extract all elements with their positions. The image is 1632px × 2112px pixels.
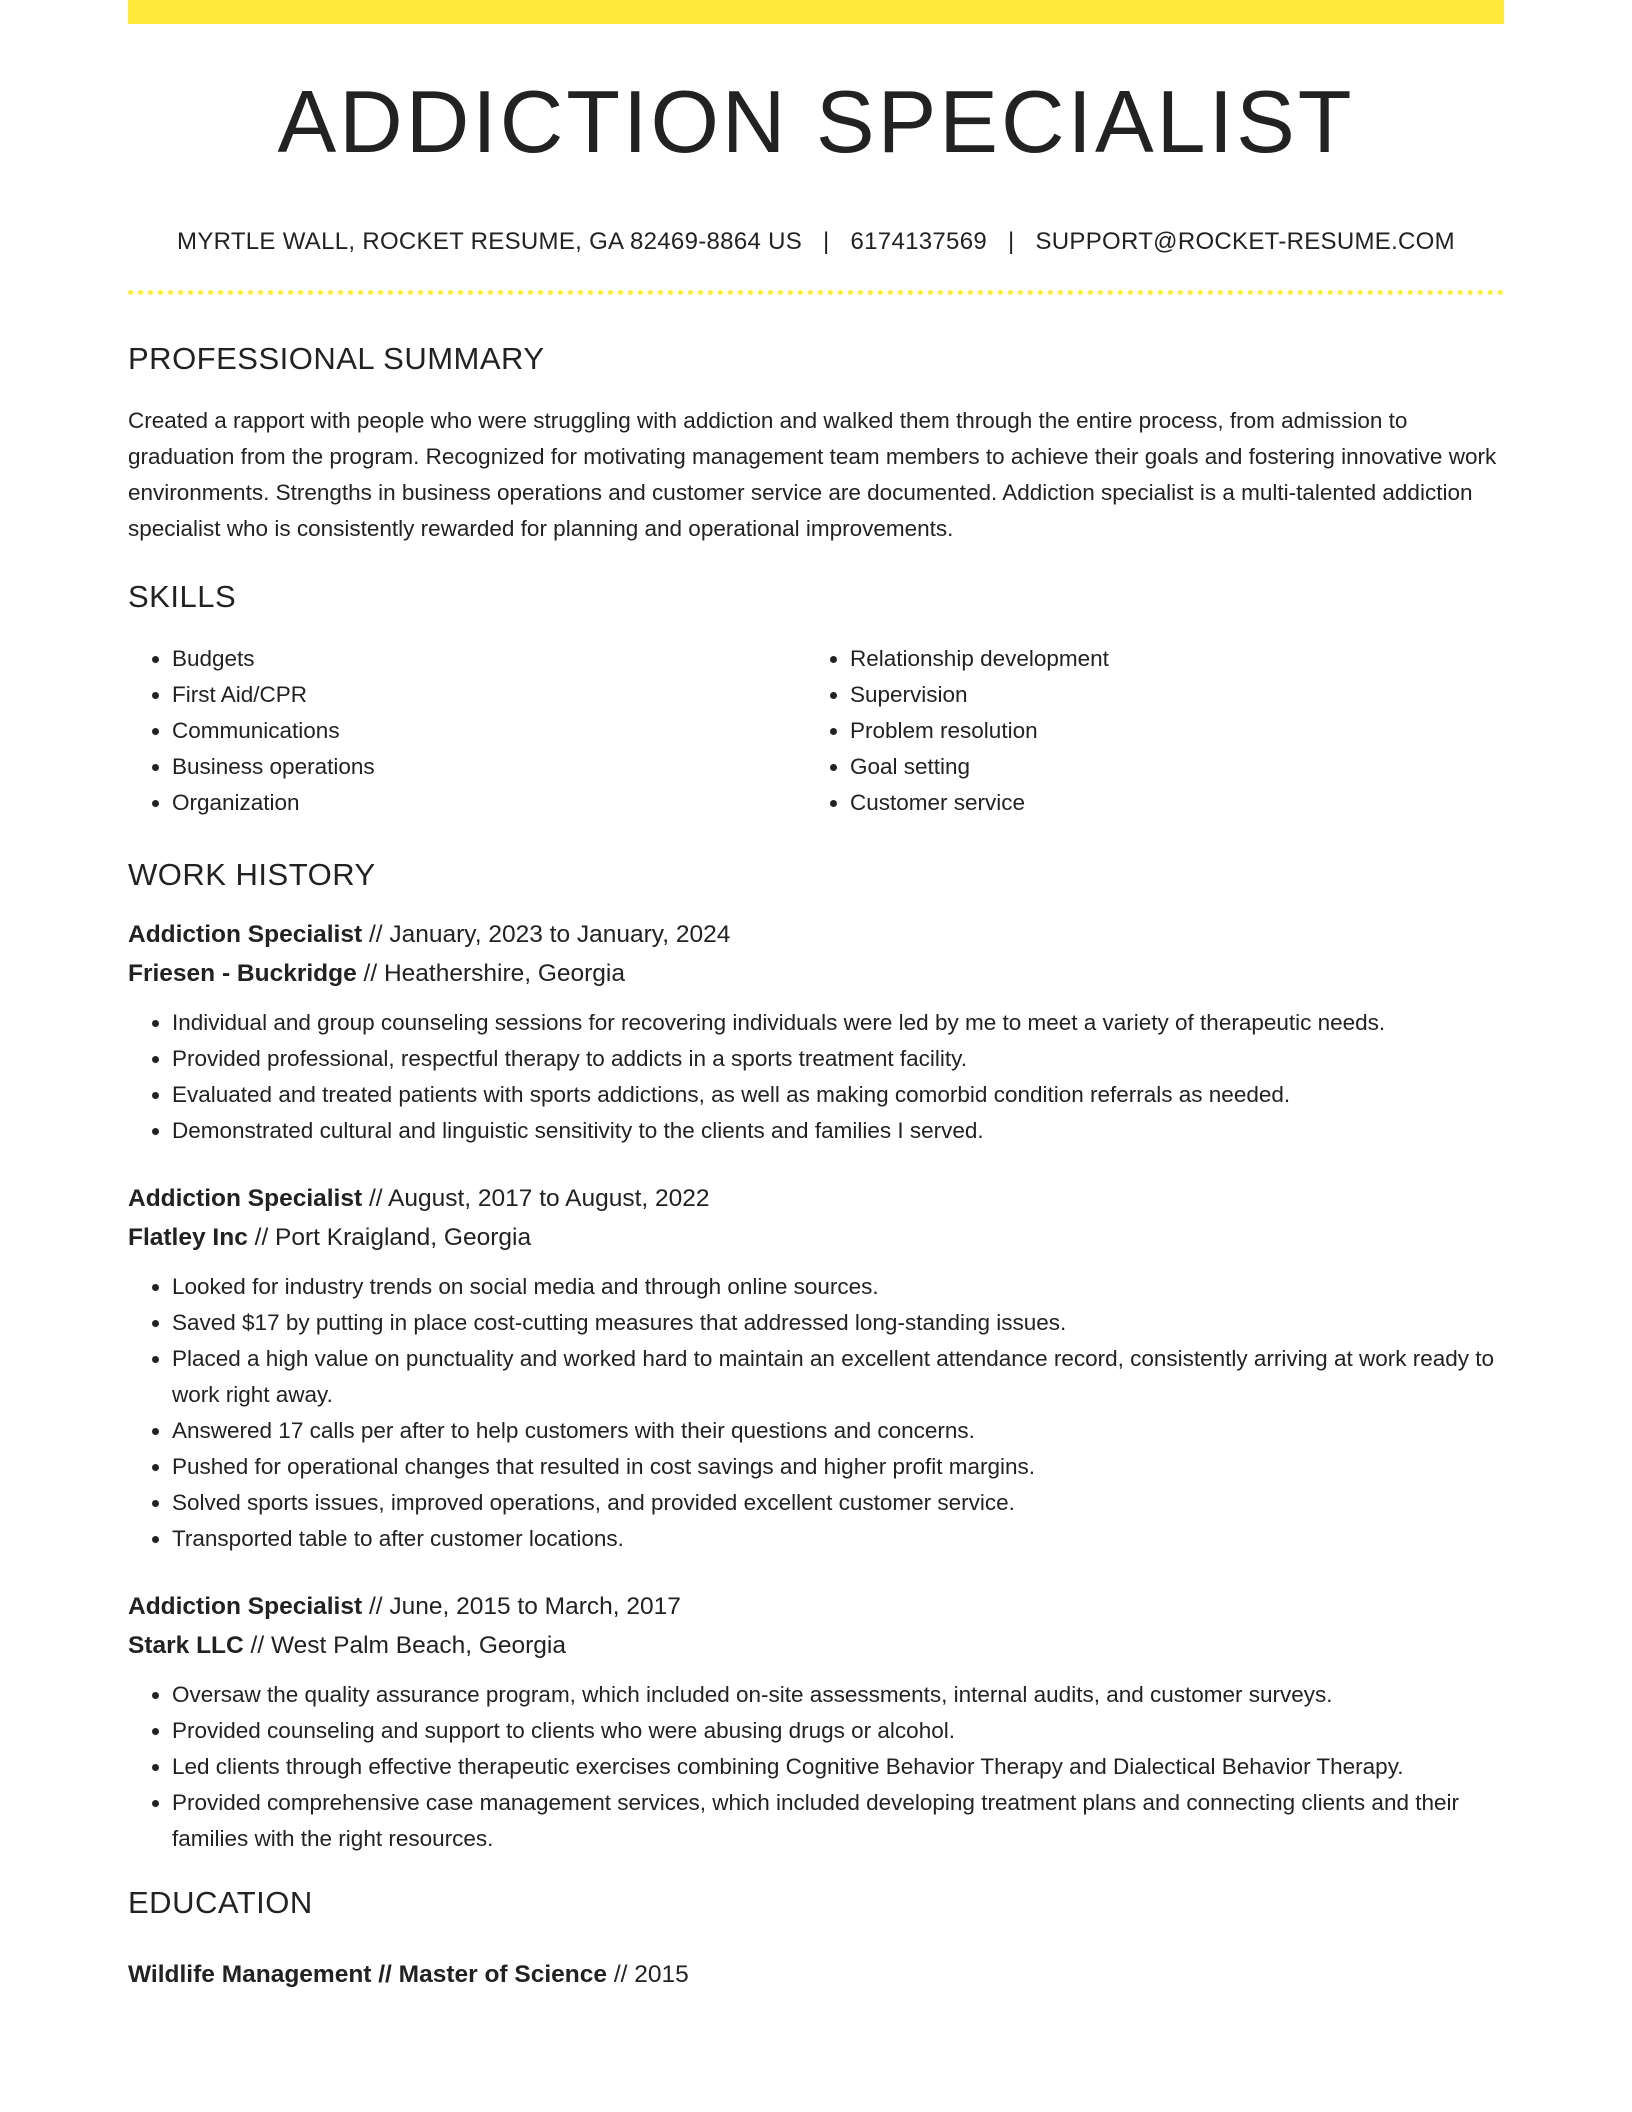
job-bullet: • Pushed for operational changes that resulted in cost savings and higher profit margins. bbox=[172, 1449, 1504, 1485]
job-bullet: • Demonstrated cultural and linguistic sensitivity to the clients and families I served. bbox=[172, 1113, 1504, 1149]
job-company: Flatley Inc bbox=[128, 1224, 248, 1251]
job-bullet: • Saved $17 by putting in place cost-cutting measures that addressed long-standing issues. bbox=[172, 1305, 1504, 1341]
job-bullet: • Individual and group counseling sessions for recovering individuals were led by me to meet a variety of therapeutic needs. bbox=[172, 1005, 1504, 1041]
skill-item: • Communications bbox=[172, 713, 806, 749]
contact-separator: | bbox=[1007, 228, 1015, 255]
education-entry bbox=[128, 1955, 1504, 1994]
education-heading: EDUCATION bbox=[128, 1885, 313, 1920]
job-dates: // August, 2017 to August, 2022 bbox=[362, 1185, 710, 1212]
job-bullet: • Placed a high value on punctuality and worked hard to maintain an excellent attendance record, consistently arriving at work ready to work right away. bbox=[172, 1341, 1504, 1413]
job-bullet: • Answered 17 calls per after to help customers with their questions and concerns. bbox=[172, 1413, 1504, 1449]
job-bullet: • Provided comprehensive case management services, which included developing treatment plans and connecting clients and their families with the right resources. bbox=[172, 1785, 1504, 1857]
job-bullet: • Provided professional, respectful therapy to addicts in a sports treatment facility. bbox=[172, 1041, 1504, 1077]
skill-item: • Relationship development bbox=[850, 641, 1484, 677]
job-company-line bbox=[128, 954, 1504, 993]
skill-item: • Supervision bbox=[850, 677, 1484, 713]
job-dates: // January, 2023 to January, 2024 bbox=[362, 921, 731, 948]
education-year: // 2015 bbox=[607, 1961, 689, 1988]
job-company-line bbox=[128, 1626, 1504, 1665]
contact-separator: | bbox=[823, 228, 830, 255]
dotted-divider bbox=[128, 290, 1504, 295]
contact-email: SUPPORT@ROCKET-RESUME.COM bbox=[1035, 228, 1455, 255]
job-bullet: • Led clients through effective therapeutic exercises combining Cognitive Behavior Therapy and Dialectical Behavior Therapy. bbox=[172, 1749, 1504, 1785]
job-bullet: • Evaluated and treated patients with sports addictions, as well as making comorbid condition referrals as needed. bbox=[172, 1077, 1504, 1113]
job-bullets bbox=[128, 1677, 1504, 1857]
accent-top-bar bbox=[128, 0, 1504, 24]
job-location: // Heathershire, Georgia bbox=[356, 960, 626, 987]
job-bullet: • Transported table to after customer locations. bbox=[172, 1521, 1504, 1557]
job-location: // West Palm Beach, Georgia bbox=[243, 1632, 566, 1659]
work-history-heading: WORK HISTORY bbox=[128, 857, 376, 892]
skill-item: • Organization bbox=[172, 785, 806, 821]
skill-item: • Budgets bbox=[172, 641, 806, 677]
contact-line bbox=[128, 228, 1504, 256]
job-dates: // June, 2015 to March, 2017 bbox=[362, 1593, 681, 1620]
skills-list-right bbox=[806, 641, 1484, 821]
job-entry bbox=[128, 915, 1504, 1149]
job-bullet: • Provided counseling and support to clients who were abusing drugs or alcohol. bbox=[172, 1713, 1504, 1749]
job-company: Stark LLC bbox=[128, 1632, 244, 1659]
education-degree: Wildlife Management // Master of Science bbox=[128, 1961, 608, 1988]
job-company-line bbox=[128, 1218, 1504, 1257]
skills-heading: SKILLS bbox=[128, 579, 237, 614]
summary-heading: PROFESSIONAL SUMMARY bbox=[128, 341, 545, 376]
skills-list-left bbox=[128, 641, 806, 821]
skill-item: • Problem resolution bbox=[850, 713, 1484, 749]
skill-item: • Customer service bbox=[850, 785, 1484, 821]
job-location: // Port Kraigland, Georgia bbox=[247, 1224, 532, 1251]
contact-phone: 6174137569 bbox=[850, 228, 987, 255]
job-title: Addiction Specialist bbox=[128, 921, 363, 948]
job-bullets bbox=[128, 1005, 1504, 1149]
job-title: Addiction Specialist bbox=[128, 1593, 363, 1620]
job-bullet: • Solved sports issues, improved operations, and provided excellent customer service. bbox=[172, 1485, 1504, 1521]
contact-address: MYRTLE WALL, ROCKET RESUME, GA 82469-8864 US bbox=[177, 228, 803, 255]
resume-content bbox=[128, 0, 1504, 1994]
job-title: Addiction Specialist bbox=[128, 1185, 363, 1212]
job-company: Friesen - Buckridge bbox=[128, 960, 357, 987]
skill-item: • Business operations bbox=[172, 749, 806, 785]
job-bullet: • Oversaw the quality assurance program, which included on-site assessments, internal audits, and customer surveys. bbox=[172, 1677, 1504, 1713]
job-title-line bbox=[128, 915, 1504, 954]
job-bullets bbox=[128, 1269, 1504, 1557]
job-title-line bbox=[128, 1587, 1504, 1626]
summary-text: Created a rapport with people who were struggling with addiction and walked them through the entire process, from admission to graduation from the program. Recognized for motivating management team members to achieve their goals and fostering innovative work environments. Strengths in business operations and customer service are documented. Addiction specialist is a multi-talented addiction specialist who is consistently rewarded for planning and operational improvements. bbox=[128, 408, 1497, 541]
job-bullet: • Looked for industry trends on social media and through online sources. bbox=[172, 1269, 1504, 1305]
skill-item: • Goal setting bbox=[850, 749, 1484, 785]
job-entry bbox=[128, 1179, 1504, 1557]
skills-grid bbox=[128, 641, 1504, 821]
page-title: ADDICTION SPECIALIST bbox=[277, 72, 1355, 171]
job-title-line bbox=[128, 1179, 1504, 1218]
job-entry bbox=[128, 1587, 1504, 1857]
skill-item: • First Aid/CPR bbox=[172, 677, 806, 713]
